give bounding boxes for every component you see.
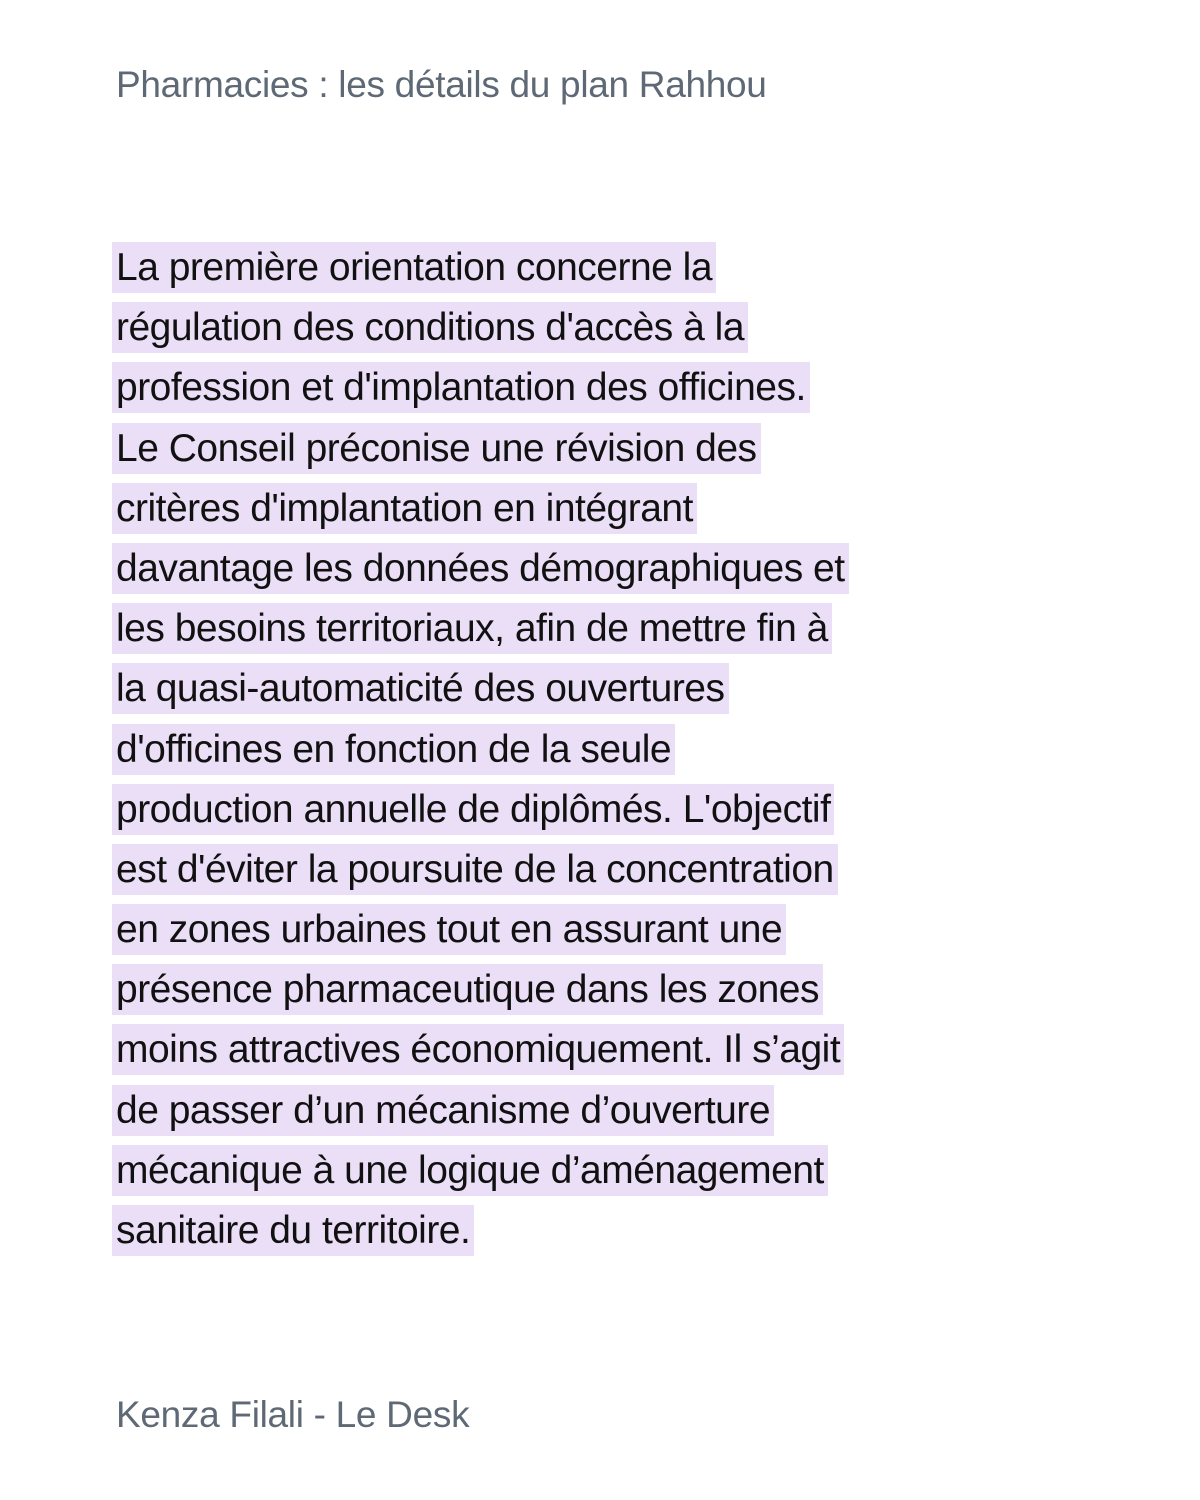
- quote-line: [112, 302, 1012, 362]
- quote-line-text: de passer d’un mécanisme d’ouverture: [112, 1085, 774, 1136]
- quote-line: [112, 1205, 1012, 1265]
- quote-line: [112, 1085, 1012, 1145]
- quote-line: [112, 964, 1012, 1024]
- quote-line: [112, 724, 1012, 784]
- quote-line-text: régulation des conditions d'accès à la: [112, 302, 748, 353]
- quote-line: [112, 904, 1012, 964]
- quote-line-text: d'officines en fonction de la seule: [112, 724, 675, 775]
- quote-line: [112, 242, 1012, 302]
- attribution: Kenza Filali - Le Desk: [116, 1394, 470, 1435]
- article-title: Pharmacies : les détails du plan Rahhou: [116, 64, 767, 105]
- quote-line: [112, 423, 1012, 483]
- quote-line: [112, 1024, 1012, 1084]
- quote-line: [112, 543, 1012, 603]
- quote-line-text: moins attractives économiquement. Il s’agit: [112, 1024, 844, 1075]
- quote-line-text: sanitaire du territoire.: [112, 1205, 474, 1256]
- quote-line-text: critères d'implantation en intégrant: [112, 483, 697, 534]
- quote-line-text: présence pharmaceutique dans les zones: [112, 964, 823, 1015]
- quote-line: [112, 1145, 1012, 1205]
- quote-line: [112, 603, 1012, 663]
- quote-line-text: profession et d'implantation des officines.: [112, 362, 810, 413]
- quote-line-text: davantage les données démographiques et: [112, 543, 849, 594]
- quote-line-text: production annuelle de diplômés. L'objectif: [112, 784, 834, 835]
- quote-line: [112, 483, 1012, 543]
- quote-line-text: les besoins territoriaux, afin de mettre fin à: [112, 603, 832, 654]
- highlighted-quote: [112, 242, 1012, 1265]
- quote-line-text: La première orientation concerne la: [112, 242, 716, 293]
- quote-line: [112, 663, 1012, 723]
- quote-line: [112, 784, 1012, 844]
- quote-line-text: mécanique à une logique d’aménagement: [112, 1145, 828, 1196]
- quote-line: [112, 844, 1012, 904]
- quote-line-text: en zones urbaines tout en assurant une: [112, 904, 786, 955]
- quote-line-text: la quasi-automaticité des ouvertures: [112, 663, 729, 714]
- quote-line-text: Le Conseil préconise une révision des: [112, 423, 761, 474]
- quote-line-text: est d'éviter la poursuite de la concentration: [112, 844, 838, 895]
- quote-line: [112, 362, 1012, 422]
